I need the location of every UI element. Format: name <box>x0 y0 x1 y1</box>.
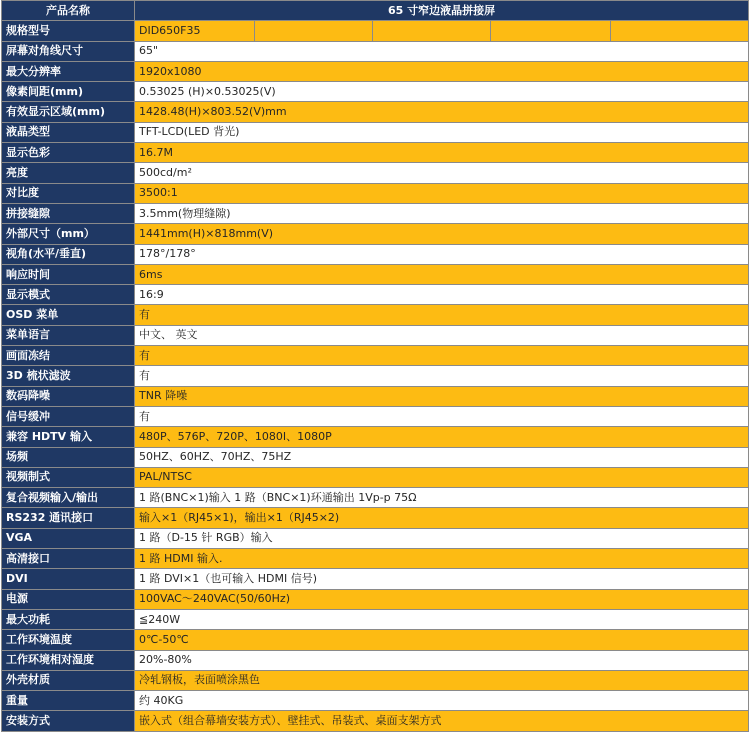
spec-row <box>2 427 749 447</box>
spec-label: 最大分辨率 <box>2 61 135 81</box>
spec-label: 重量 <box>2 691 135 711</box>
spec-value: 1 路 HDMI 输入. <box>135 549 749 569</box>
spec-row <box>2 508 749 528</box>
spec-value: 16:9 <box>135 285 749 305</box>
spec-label: 视频制式 <box>2 467 135 487</box>
spec-value: 1 路(BNC×1)输入 1 路（BNC×1)环通输出 1Vp-p 75Ω <box>135 488 749 508</box>
spec-row <box>2 285 749 305</box>
spec-value: 有 <box>135 406 749 426</box>
spec-value: 500cd/m² <box>135 163 749 183</box>
spec-value: 20%-80% <box>135 650 749 670</box>
spec-row <box>2 366 749 386</box>
spec-value: 6ms <box>135 264 749 284</box>
spec-row <box>2 488 749 508</box>
spec-row <box>2 82 749 102</box>
spec-label: 响应时间 <box>2 264 135 284</box>
spec-value: ≦240W <box>135 609 749 629</box>
spec-value: 480P、576P、720P、1080I、1080P <box>135 427 749 447</box>
spec-row <box>2 163 749 183</box>
spec-label: 信号缓冲 <box>2 406 135 426</box>
spec-row <box>2 102 749 122</box>
model-label: 规格型号 <box>2 21 135 41</box>
spec-row <box>2 447 749 467</box>
spec-row <box>2 406 749 426</box>
spec-label: OSD 菜单 <box>2 305 135 325</box>
spec-row <box>2 183 749 203</box>
spec-row <box>2 264 749 284</box>
spec-label: 对比度 <box>2 183 135 203</box>
spec-label: 菜单语言 <box>2 325 135 345</box>
spec-row <box>2 650 749 670</box>
spec-label: 3D 梳状滤波 <box>2 366 135 386</box>
spec-label: 液晶类型 <box>2 122 135 142</box>
spec-label: VGA <box>2 528 135 548</box>
spec-row <box>2 549 749 569</box>
spec-value: 嵌入式（组合幕墙安装方式）、壁挂式、吊装式、桌面支架方式 <box>135 711 749 731</box>
spec-label: 最大功耗 <box>2 609 135 629</box>
spec-label: RS232 通讯接口 <box>2 508 135 528</box>
spec-label: 安装方式 <box>2 711 135 731</box>
spec-label: 兼容 HDTV 输入 <box>2 427 135 447</box>
spec-row <box>2 305 749 325</box>
spec-value: TFT-LCD(LED 背光) <box>135 122 749 142</box>
spec-label: 外部尺寸（mm） <box>2 224 135 244</box>
spec-label: 显示模式 <box>2 285 135 305</box>
model-row <box>2 21 749 41</box>
spec-value: 1441mm(H)×818mm(V) <box>135 224 749 244</box>
model-empty-cell <box>611 21 749 41</box>
spec-row <box>2 670 749 690</box>
spec-row <box>2 467 749 487</box>
spec-row <box>2 122 749 142</box>
spec-row <box>2 609 749 629</box>
header-value: 65 寸窄边液晶拼接屏 <box>135 1 749 21</box>
spec-value: 1 路（D-15 针 RGB）输入 <box>135 528 749 548</box>
spec-value: 冷轧钢板，表面喷涂黑色 <box>135 670 749 690</box>
spec-label: 数码降噪 <box>2 386 135 406</box>
spec-value: 0℃-50℃ <box>135 630 749 650</box>
spec-label: 显示色彩 <box>2 143 135 163</box>
spec-value: 16.7M <box>135 143 749 163</box>
spec-row <box>2 61 749 81</box>
spec-label: 有效显示区域(mm) <box>2 102 135 122</box>
spec-label: 复合视频输入/输出 <box>2 488 135 508</box>
spec-value: 有 <box>135 305 749 325</box>
spec-row <box>2 244 749 264</box>
model-empty-cell <box>491 21 611 41</box>
spec-value: 1920x1080 <box>135 61 749 81</box>
spec-label: 场频 <box>2 447 135 467</box>
spec-row <box>2 346 749 366</box>
spec-value: 65" <box>135 41 749 61</box>
model-empty-cell <box>255 21 373 41</box>
model-value: DID650F35 <box>135 21 255 41</box>
spec-value: 约 40KG <box>135 691 749 711</box>
spec-label: 工作环境温度 <box>2 630 135 650</box>
spec-row <box>2 589 749 609</box>
spec-label: 工作环境相对湿度 <box>2 650 135 670</box>
spec-label: 画面冻结 <box>2 346 135 366</box>
spec-row <box>2 711 749 731</box>
spec-row <box>2 41 749 61</box>
spec-value: 输入×1（RJ45×1)，输出×1（RJ45×2) <box>135 508 749 528</box>
spec-value: 中文、 英文 <box>135 325 749 345</box>
spec-value: 1428.48(H)×803.52(V)mm <box>135 102 749 122</box>
spec-row <box>2 386 749 406</box>
header-row <box>2 1 749 21</box>
spec-label: 电源 <box>2 589 135 609</box>
model-empty-cell <box>373 21 491 41</box>
spec-label: 拼接缝隙 <box>2 203 135 223</box>
spec-value: 3.5mm(物理缝隙) <box>135 203 749 223</box>
spec-label: 亮度 <box>2 163 135 183</box>
spec-label: 高清接口 <box>2 549 135 569</box>
spec-table <box>1 0 749 732</box>
spec-row <box>2 325 749 345</box>
spec-label: 外壳材质 <box>2 670 135 690</box>
spec-value: 50HZ、60HZ、70HZ、75HZ <box>135 447 749 467</box>
spec-label: 屏幕对角线尺寸 <box>2 41 135 61</box>
spec-value: 3500:1 <box>135 183 749 203</box>
spec-row <box>2 203 749 223</box>
spec-value: 0.53025 (H)×0.53025(V) <box>135 82 749 102</box>
spec-label: 视角(水平/垂直) <box>2 244 135 264</box>
spec-row <box>2 528 749 548</box>
spec-value: 178°/178° <box>135 244 749 264</box>
spec-row <box>2 691 749 711</box>
spec-value: 有 <box>135 366 749 386</box>
spec-value: 1 路 DVI×1（也可输入 HDMI 信号) <box>135 569 749 589</box>
spec-row <box>2 569 749 589</box>
spec-row <box>2 143 749 163</box>
spec-value: 100VAC～240VAC(50/60Hz) <box>135 589 749 609</box>
spec-row <box>2 224 749 244</box>
spec-value: TNR 降噪 <box>135 386 749 406</box>
spec-label: DVI <box>2 569 135 589</box>
spec-label: 像素间距(mm) <box>2 82 135 102</box>
spec-row <box>2 630 749 650</box>
spec-table-body <box>2 1 749 732</box>
header-label: 产品名称 <box>2 1 135 21</box>
spec-value: PAL/NTSC <box>135 467 749 487</box>
spec-value: 有 <box>135 346 749 366</box>
